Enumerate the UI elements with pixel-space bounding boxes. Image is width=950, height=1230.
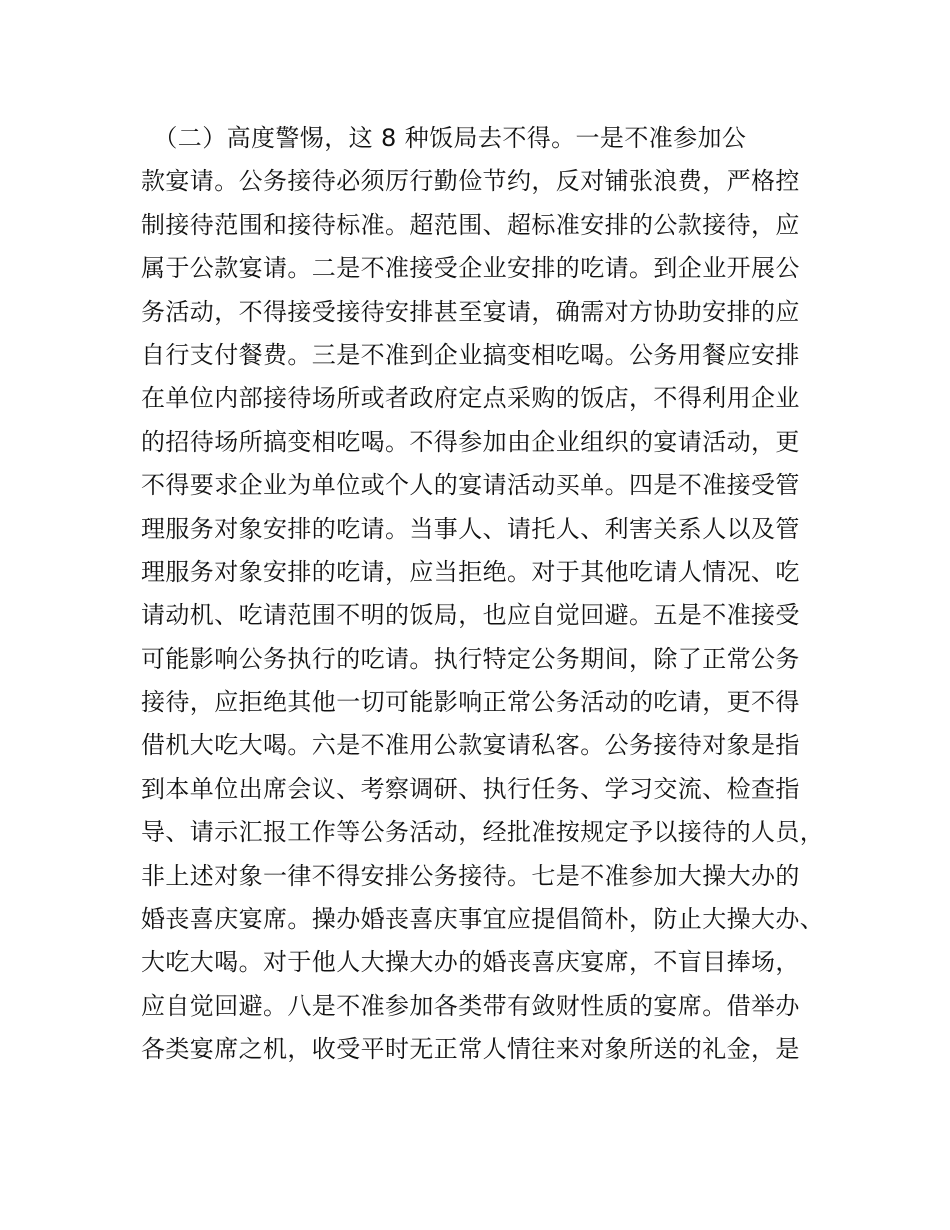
text-line: 的招待场所搞变相吃喝。不得参加由企业组织的宴请活动，更	[141, 427, 800, 456]
text-line: 导、请示汇报工作等公务活动，经批准按规定予以接待的人员，	[141, 818, 825, 847]
text-line: 务活动，不得接受接待安排甚至宴请，确需对方协助安排的应	[141, 297, 800, 326]
text-line: 接待，应拒绝其他一切可能影响正常公务活动的吃请，更不得	[141, 688, 800, 717]
text-line: 大吃大喝。对于他人大操大办的婚丧喜庆宴席，不盲目捧场，	[141, 948, 800, 977]
text-line: 理服务对象安排的吃请。当事人、请托人、利害关系人以及管	[141, 514, 800, 543]
text-line: 可能影响公务执行的吃请。执行特定公务期间，除了正常公务	[141, 644, 800, 673]
text-line: 借机大吃大喝。六是不准用公款宴请私客。公务接待对象是指	[141, 731, 800, 760]
text-line: 请动机、吃请范围不明的饭局，也应自觉回避。五是不准接受	[141, 601, 800, 630]
text-line: 款宴请。公务接待必须厉行勤俭节约，反对铺张浪费，严格控	[141, 167, 800, 196]
text-line: 在单位内部接待场所或者政府定点采购的饭店，不得利用企业	[141, 384, 800, 413]
text-line: 婚丧喜庆宴席。操办婚丧喜庆事宜应提倡简朴，防止大操大办、	[141, 905, 825, 934]
text-line: 理服务对象安排的吃请，应当拒绝。对于其他吃请人情况、吃	[141, 557, 800, 586]
text-line: 应自觉回避。八是不准参加各类带有敛财性质的宴席。借举办	[141, 991, 800, 1020]
text-line: 非上述对象一律不得安排公务接待。七是不准参加大操大办的	[141, 861, 800, 890]
paragraph	[141, 117, 831, 1072]
text-line: 自行支付餐费。三是不准到企业搞变相吃喝。公务用餐应安排	[141, 340, 800, 369]
text-line: 不得要求企业为单位或个人的宴请活动买单。四是不准接受管	[141, 471, 800, 500]
text-line: 到本单位出席会议、考察调研、执行任务、学习交流、检查指	[141, 774, 800, 803]
text-line: 属于公款宴请。二是不准接受企业安排的吃请。到企业开展公	[141, 254, 800, 283]
text-line: 各类宴席之机，收受平时无正常人情往来对象所送的礼金，是	[141, 1035, 800, 1064]
text-line: （二）高度警惕，这 8 种饭局去不得。一是不准参加公	[141, 124, 747, 152]
text-line: 制接待范围和接待标准。超范围、超标准安排的公款接待，应	[141, 210, 800, 239]
